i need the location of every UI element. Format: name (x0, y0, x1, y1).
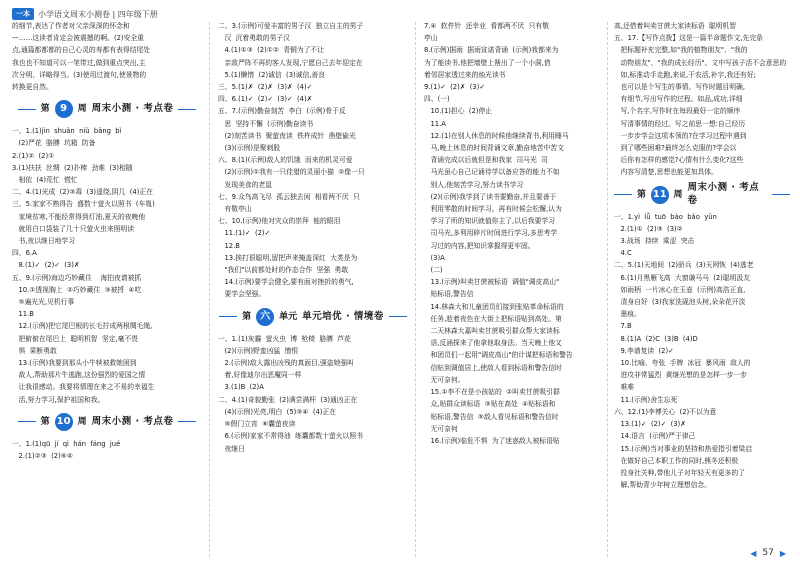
answer-line: 信贴到调值居上,使敌人看到标语和警告信时 (424, 363, 562, 372)
answer-line: 众,贴群众读标语 ③贴在高处 ④贴标语和 (424, 400, 556, 409)
page-number: 57 (762, 548, 774, 558)
answer-line: 3.(1)B (2)A (218, 383, 264, 392)
answer-line: 8.(示例)据雨 据雨宣诺背诵 (示例)我都来为 (424, 46, 559, 55)
answer-line: 10.(1)担心 (2)停止 (424, 107, 493, 116)
answer-line: 到了哪些困难?最终怎么克服的?学会以 (614, 144, 737, 153)
answer-line: 二、3.(示例)可爱丰富的男子汉 独立自主的男子 (218, 22, 364, 30)
answer-line: (2)(示例)野蛮凶猛 憎恨 (218, 346, 299, 355)
answer-line: 习过的内容,把知识掌握得更牢固。 (424, 241, 535, 250)
answer-line: 马,晚上休息的时间背诵文章,勤奋地苦中苦文 (424, 144, 564, 153)
answer-line: 后你有怎样的感觉?心情有什么变化?这些 (614, 156, 744, 165)
answer-line: 亭山 (424, 34, 438, 43)
answer-line: 马光虽心自己记诵待学以备应答的能力不如 (424, 168, 560, 177)
answer-line: 为了能读书,他把墙壁上凿出了一个小洞,借 (424, 58, 551, 67)
answer-line: 六、8.(1)(示例)敌人的饥饿 而来的机灵可爱 (218, 156, 353, 165)
prev-page-icon[interactable]: ◀ (750, 548, 757, 558)
banner-title: 单元培优 · 情境卷 (302, 310, 384, 322)
week-11-banner: 第 11 周 周末小测 · 考点卷 (614, 184, 790, 206)
answer-line: 一、1.(1)jìn shuǎn niǔ bǎng bì (12, 127, 122, 136)
answer-line: 我也也不知道可以一笔带过,做到重点突出,主 (12, 58, 146, 67)
answer-line: 就用白口袋装了几十只萤火虫来照明读 (12, 224, 135, 233)
answer-line: 要学会坚强。 (218, 290, 266, 299)
answer-line: 在做好自己本职工作的同时,熊冬还积极 (614, 456, 739, 465)
answer-line: 15.①李不在是小孩姑的 ②叫卖甘蔗吸引群 (424, 388, 560, 397)
answer-column-3 (424, 20, 604, 447)
answer-column-4 (614, 20, 790, 491)
answer-line: 二、4.(1)奇貌勤张 (2)满尝满杯 (3)通凶正在 (218, 395, 358, 404)
answer-line: 亲敌严阵不再的客人发现,宁愿自己去年迎定在 (218, 58, 363, 67)
answer-line: 14.语言 (示例)严于律己 (614, 432, 696, 441)
answer-line: 清身自好 (3)我家洗砚池头树,朵朵花开淡 (614, 298, 746, 307)
answer-line: 别人,他刻苦学习,努力读书学习 (424, 180, 524, 189)
answer-line: 一、1.(1)灰霾 萤火虫 博 枪椅 胳膊 芦花 (218, 334, 351, 343)
answer-line: 次分明、详略得当。(3)使用过渡句,使景物的 (12, 70, 147, 79)
answer-line: 发现美食的老鼠 (218, 180, 273, 189)
answer-line: 16.(示例)临危不惧 为了迷惑敌人被标语贴 (424, 436, 560, 445)
answer-line: 解,帮助青少年树立理想信念。 (614, 481, 712, 490)
answer-line: 点,通篇都都都的自己心灵的寿都有表得结尾处 (12, 46, 151, 55)
answer-line: 8.(1)✓ (2)✓ (3)✗ (12, 261, 80, 270)
answer-line: 4.(1)①③ (2)①② 青铜为了不让 (218, 46, 325, 55)
answer-line: —……这读者肯定会被震撼的啊。(2)安全重 (12, 34, 144, 43)
answer-line: 夜继日 (218, 444, 245, 453)
answer-line: 14.林森大和儿童团员们接到张贴革命标语的 (424, 302, 564, 311)
answer-line: 9.(1)✓ (2)✗ (3)✓ (424, 83, 486, 92)
answer-column-1 (12, 20, 202, 462)
week-number-badge: 11 (651, 186, 669, 204)
column-divider (415, 22, 416, 557)
answer-line: 无可奈何。 (424, 375, 465, 384)
answer-line: (2)严花 胳膊 坑箱 防备 (12, 139, 96, 148)
answer-line: 高,还借着叫卖甘蔗大家读标语 聪明机智 (614, 22, 737, 30)
answer-line: 9.李谱复读 (2)✓ (614, 346, 674, 355)
unit-number-badge: 六 (256, 308, 274, 326)
answer-line: 六、12.(1)李博关心 (2)不以为意 (614, 407, 717, 416)
answer-line: 3.战场 持续 乘涩 突击 (614, 237, 695, 246)
unit-6-banner: 第 六 单元 单元培优 · 情境卷 (218, 306, 408, 328)
answer-line: 有细节,写出写作的过程。如品,成功,详细 (614, 95, 743, 104)
answer-line: 相依 (4)荒忙 慌忙 (12, 176, 78, 185)
answer-line: 写清事情的经过。写之前思一想:自己经历 (614, 119, 746, 128)
answer-line: 三、5.(1)✗ (2)✗ (3)✗ (4)✓ (218, 83, 313, 92)
answer-line: (3)(示例)是聚刺股 (218, 144, 281, 153)
answer-line: 13.(示例)我要到那头小牛犊被救她困到 (12, 359, 137, 368)
answer-line: 敌人,帮助那片牛逃跑,这份强烈的爱国之情 (12, 371, 146, 380)
answer-line: 司马光,多利用碎片时间进行学习,多思考学 (424, 229, 558, 238)
answer-line: 6.(1)月黑雁飞高 大窗谦马马 (2)聪明汲友 (614, 273, 751, 282)
answer-line: "我们"以前都处时的作态合作 坚强 勇敢 (218, 266, 349, 275)
answer-line: (2)刻苦读书 聚萤夜读 铁杵成针 凿壁偷光 (218, 131, 356, 140)
answer-line: 二、4.(1)光成 (2)③毒 (3)遥绕,阴几 (4)正在 (12, 188, 153, 197)
answer-line: 6.(示例)家家不常得油 练囊都数十萤火以照书 (218, 432, 363, 441)
answer-line: 也可以是个写生的事情。写作时题目明确, (614, 83, 745, 92)
answer-line: 12.(1)在别人休息的时候他继续背书,利用睡马 (424, 131, 569, 140)
answer-line: 7.④ 软件针 还幸业 看都两不厌 只有敬 (424, 22, 550, 30)
answer-line: 利用零散的时间学习。再有时候会松懈,认为 (424, 205, 562, 214)
answer-line: 思 坚持不懈 (示例)勤奋读书 (218, 119, 314, 128)
answer-line: 难难 (614, 383, 635, 392)
answer-line: 动物朋友"、"我的成长经历"。文中写孩子活不会意思的 (614, 58, 787, 67)
answer-line: 惧 果断勇敢 (12, 346, 57, 355)
answer-line: 二、5.(1)天地间 (2)骄兵 (3)天网恢 (4)逃老 (614, 261, 754, 270)
answer-line: ⑤假门立宵 ⑥囊萤夜读 (218, 420, 296, 429)
column-divider (607, 22, 608, 557)
answer-line: 三、5.家家不熟得告 盛数十萤火以照书 (车胤) (12, 200, 155, 209)
answer-line: 内容写清楚,思想也能更加具体。 (614, 168, 718, 177)
answer-line: 任务,趁着夜色在大街上把标语贴到高处。第 (424, 314, 562, 323)
answer-line: 一步步学会这项本领的?在学习过程中遇到 (614, 131, 747, 140)
answer-line: 13.挨打很聪明,留把声来掩盖深红 大类是为 (218, 253, 358, 262)
answer-line: 11.A (424, 119, 446, 128)
answer-column-2 (218, 20, 408, 455)
book-title: 小学语文周末小测卷 | 四年级下册 (38, 9, 158, 19)
answer-line: 和团员们一起用"调皮高山"的计谋把标语和警告 (424, 351, 573, 360)
answer-line: 10.比喻、夸张 手牌 冰冠 暴风雨 敌人的 (614, 359, 751, 368)
answer-line: 有敬亭山 (218, 205, 252, 214)
answer-line: 转换更自然。 (12, 83, 53, 92)
answer-line: 四、6.(1)✓ (2)✓ (3)✓ (4)✗ (218, 95, 313, 104)
answer-line: ⑤遍光光,见机行事 (12, 298, 75, 307)
answer-line: 五、9.(示例)海边巧妙藏住 海拍夜请被抓 (12, 273, 142, 282)
answer-line: 四、(一) (424, 95, 450, 104)
answer-line: 无可奈何 (424, 424, 458, 433)
answer-line: 贴标语,警告信 (424, 290, 474, 299)
answer-line: (2)(示例)①我有一只佳猎的灵丽小猫 ②像一只 (218, 168, 365, 177)
answer-line: 10.①透视胸上 ②巧妙藏住 ③被捋 ④吃 (12, 285, 142, 294)
banner-title: 周末小测 · 考点卷 (91, 415, 174, 427)
page-header (12, 8, 158, 20)
column-divider (209, 22, 210, 557)
answer-line: 着邻居家透过来的烛光读书 (424, 70, 506, 79)
answer-line: 学习了所的知识就值你主了,以后我要学习 (424, 217, 555, 226)
answer-line: 墨痕。 (614, 310, 641, 319)
answer-line: (二) (424, 266, 443, 275)
answer-line: 2.(示例)敌人露出凶残的真面目,强盗她强叫 (218, 359, 354, 368)
answer-line: 书,夜以继日地学习 (12, 237, 76, 246)
answer-line: (3)A (424, 253, 445, 262)
answer-line: 13.(1)✓ (2)✓ (3)✗ (614, 420, 686, 429)
answer-line: 家境贫寒,不能经常得到灯油,夏天的夜晚他 (12, 212, 146, 221)
answer-line: 让我很感动。我要将情理在来之不易的幸福生 (12, 383, 155, 392)
answer-line: 11.(示例)舍生忘死 (614, 395, 678, 404)
answer-line: 把俯俯在尾巴上 聪明机智 坚定,毫不畏 (12, 334, 139, 343)
answer-line: 的细节,表达了作者对父亲深深的怀念和 (12, 22, 130, 30)
answer-line: 3.(1)扶扶 丝绸 (2)扑棒 劲难 (3)相随 (12, 163, 133, 172)
answer-line: 13.(示例)叫卖甘蔗被标语 调值"调皮高山" (424, 278, 560, 287)
answer-line: 进攻非常猛烈 黄继光想的是怎样一步一步 (614, 371, 748, 380)
answer-line: 2.(1)② (2)① (12, 151, 55, 160)
answer-line: 14.(示例)要学会健全,要有面对挫折的勇气, (218, 278, 354, 287)
answer-line: 一、1.(1)qū jí qì hán fáng jué (12, 439, 121, 448)
banner-title: 周末小测 · 考点卷 (687, 182, 760, 206)
answer-line: 活,努力学习,保护祖国和我。 (12, 395, 105, 404)
answer-line: 12.(示例)把它尾巴根的长毛拧成两根绸毛绳, (12, 322, 153, 331)
answer-line: 2.(1)① (2)③ (3)② (614, 224, 683, 233)
answer-line: (2)(示例)我学到了读书要勤奋,并且要善于 (424, 192, 557, 201)
answer-line: 七、9.众鸟高飞尽 孤云独去闲 相看两不厌 只 (218, 192, 360, 201)
answer-line: 背诵完成以后就但是和我家 司马光 司 (424, 156, 548, 165)
answer-line: 四、6.A (12, 249, 37, 258)
next-page-icon[interactable]: ▶ (779, 548, 786, 558)
answer-line: 语,反涌探来了他拿他取身法。当天晚上他又 (424, 339, 562, 348)
week-10-banner: 第 10 周 周末小测 · 考点卷 (12, 411, 202, 433)
answer-line: 11.B (12, 310, 34, 319)
answer-line: 12.B (218, 241, 240, 250)
week-9-banner: 第 9 周 周末小测 · 考点卷 (12, 98, 202, 120)
banner-title: 周末小测 · 考点卷 (91, 103, 174, 115)
answer-line: 二天林森大嘉叫卖甘蔗吸引群众帮大家读标 (424, 327, 560, 336)
answer-line: 五、17.【写作点拨】这是一篇半命题作文,先完条 (614, 34, 763, 43)
week-number-badge: 9 (55, 100, 73, 118)
week-number-badge: 10 (55, 413, 73, 431)
answer-line: 七、10.(示例)他对灾众的崇拜 能的眼泪 (218, 217, 341, 226)
answer-line: 15.(示例)当对事业的坚持和热爱指引着梁启 (614, 444, 753, 453)
brand-logo: 一本 (12, 8, 34, 20)
answer-line: 一、1.yì lǚ tuō bào bǎo yǔn (614, 212, 717, 221)
answer-line: (4)(示例)光亮,明白 (5)③④ (4)正在 (218, 407, 337, 416)
answer-line: 五、7.(示例)勤奋刻苦 李白 (示例)骨于反 (218, 107, 346, 116)
page-footer (750, 548, 786, 558)
answer-line: 8.(1)A (2)C (3)B (4)D (614, 334, 698, 343)
answer-line: 着,好像迪尔出恶魔同一样 (218, 371, 302, 380)
answer-line: 把标题补充完整,如"我的植物朋友"、"我的 (614, 46, 748, 55)
answer-line: 如雨柄 一片冰心在玉壶 (示例)高浩正直、 (614, 285, 750, 294)
answer-line: 5.(1)懒惰 (2)诚信 (3)诚信,善良 (218, 70, 326, 79)
answer-line: 4.C (614, 249, 632, 258)
answer-line: 7.B (614, 322, 632, 331)
answer-line: 写,个名字,写作时在每段最好一定的顺序 (614, 107, 741, 116)
answer-line: 11.(1)✓ (2)✓ (218, 229, 271, 238)
answer-line: 贴标语,警告信 ⑤敌人看见标语和警告信时 (424, 412, 559, 421)
answer-line: 2.(1)②③ (2)⑥④ (12, 452, 73, 461)
answer-line: 如,标准动手走跑,来说,干农活,补字,我还有好; (614, 70, 756, 79)
answer-line: 汉 沉着勇敢的男子汉 (218, 34, 290, 43)
answer-line: 投身社关种,带他儿子对年轻天有更多的了 (614, 468, 745, 477)
